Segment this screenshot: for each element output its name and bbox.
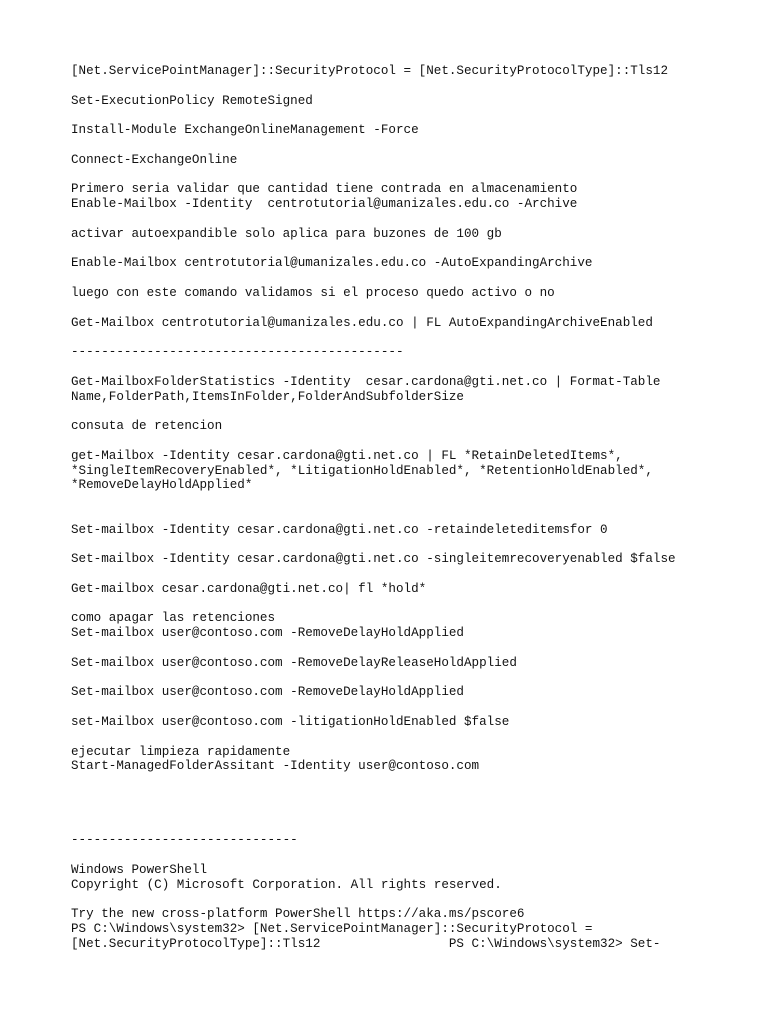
text-block	[71, 582, 731, 597]
text-block	[71, 863, 731, 893]
document-page	[71, 64, 731, 967]
text-block	[71, 286, 731, 301]
text-line: ------------------------------	[71, 833, 298, 848]
text-line: ejecutar limpieza rapidamente	[71, 744, 291, 759]
text-block	[71, 611, 731, 641]
text-line: Set-mailbox user@contoso.com -RemoveDelayHoldApplied	[71, 626, 464, 641]
text-block	[71, 64, 731, 79]
text-block	[71, 345, 731, 360]
text-line: Windows PowerShell	[71, 863, 208, 878]
blank-line	[71, 804, 731, 819]
text-block	[71, 833, 731, 848]
text-block	[71, 745, 731, 775]
text-line: Set-mailbox user@contoso.com -RemoveDelayHoldApplied	[71, 685, 464, 700]
text-block	[71, 419, 731, 434]
text-line: set-Mailbox user@contoso.com -litigationHoldEnabled $false	[71, 715, 510, 730]
blank-line	[71, 819, 731, 834]
text-line: Get-mailbox cesar.cardona@gti.net.co| fl *hold*	[71, 581, 427, 596]
text-line: Get-MailboxFolderStatistics -Identity cesar.cardona@gti.net.co | Format-Table	[71, 374, 661, 389]
text-line: Set-ExecutionPolicy RemoteSigned	[71, 93, 313, 108]
text-line: Get-Mailbox centrotutorial@umanizales.edu.co | FL AutoExpandingArchiveEnabled	[71, 315, 653, 330]
text-block	[71, 715, 731, 730]
text-line: activar autoexpandible solo aplica para buzones de 100 gb	[71, 226, 502, 241]
text-line: Set-mailbox -Identity cesar.cardona@gti.net.co -retaindeleteditemsfor 0	[71, 522, 608, 537]
text-line: luego con este comando validamos si el proceso quedo activo o no	[71, 285, 555, 300]
text-block	[71, 123, 731, 138]
text-block	[71, 552, 731, 567]
text-line: como apagar las retenciones	[71, 611, 276, 626]
text-line: Enable-Mailbox centrotutorial@umanizales.edu.co -AutoExpandingArchive	[71, 256, 593, 271]
text-line: get-Mailbox -Identity cesar.cardona@gti.net.co | FL *RetainDeletedItems*,	[71, 448, 623, 463]
text-block	[71, 94, 731, 109]
text-line: [Net.SecurityProtocolType]::Tls12 PS C:\Windows\system32> Set-	[71, 937, 661, 952]
text-line: *SingleItemRecoveryEnabled*, *LitigationHoldEnabled*, *RetentionHoldEnabled*,	[71, 463, 653, 478]
blank-line	[71, 508, 731, 523]
text-block	[71, 316, 731, 331]
text-line: Start-ManagedFolderAssitant -Identity user@contoso.com	[71, 759, 480, 774]
text-line: consuta de retencion	[71, 419, 223, 434]
text-line: Enable-Mailbox -Identity centrotutorial@umanizales.edu.co -Archive	[71, 197, 578, 212]
text-block	[71, 256, 731, 271]
blank-line	[71, 789, 731, 804]
text-line: PS C:\Windows\system32> [Net.ServicePointManager]::SecurityProtocol =	[71, 922, 593, 937]
text-block	[71, 375, 731, 405]
text-block	[71, 656, 731, 671]
text-line: Copyright (C) Microsoft Corporation. All rights reserved.	[71, 877, 502, 892]
text-line: Try the new cross-platform PowerShell https://aka.ms/pscore6	[71, 907, 525, 922]
text-line: Primero seria validar que cantidad tiene contrada en almacenamiento	[71, 182, 578, 197]
text-block	[71, 523, 731, 538]
text-line: Install-Module ExchangeOnlineManagement -Force	[71, 123, 419, 138]
text-line: *RemoveDelayHoldApplied*	[71, 478, 253, 493]
text-line: Name,FolderPath,ItemsInFolder,FolderAndSubfolderSize	[71, 389, 464, 404]
text-block	[71, 685, 731, 700]
text-block	[71, 153, 731, 168]
text-line: Set-mailbox user@contoso.com -RemoveDelayReleaseHoldApplied	[71, 655, 517, 670]
text-block	[71, 227, 731, 242]
text-line: Set-mailbox -Identity cesar.cardona@gti.net.co -singleitemrecoveryenabled $false	[71, 552, 676, 567]
text-block	[71, 907, 731, 951]
text-block	[71, 449, 731, 493]
text-line: [Net.ServicePointManager]::SecurityProtocol = [Net.SecurityProtocolType]::Tls12	[71, 64, 669, 78]
text-block	[71, 182, 731, 212]
text-line: Connect-ExchangeOnline	[71, 152, 238, 167]
text-line: --------------------------------------------	[71, 345, 404, 360]
